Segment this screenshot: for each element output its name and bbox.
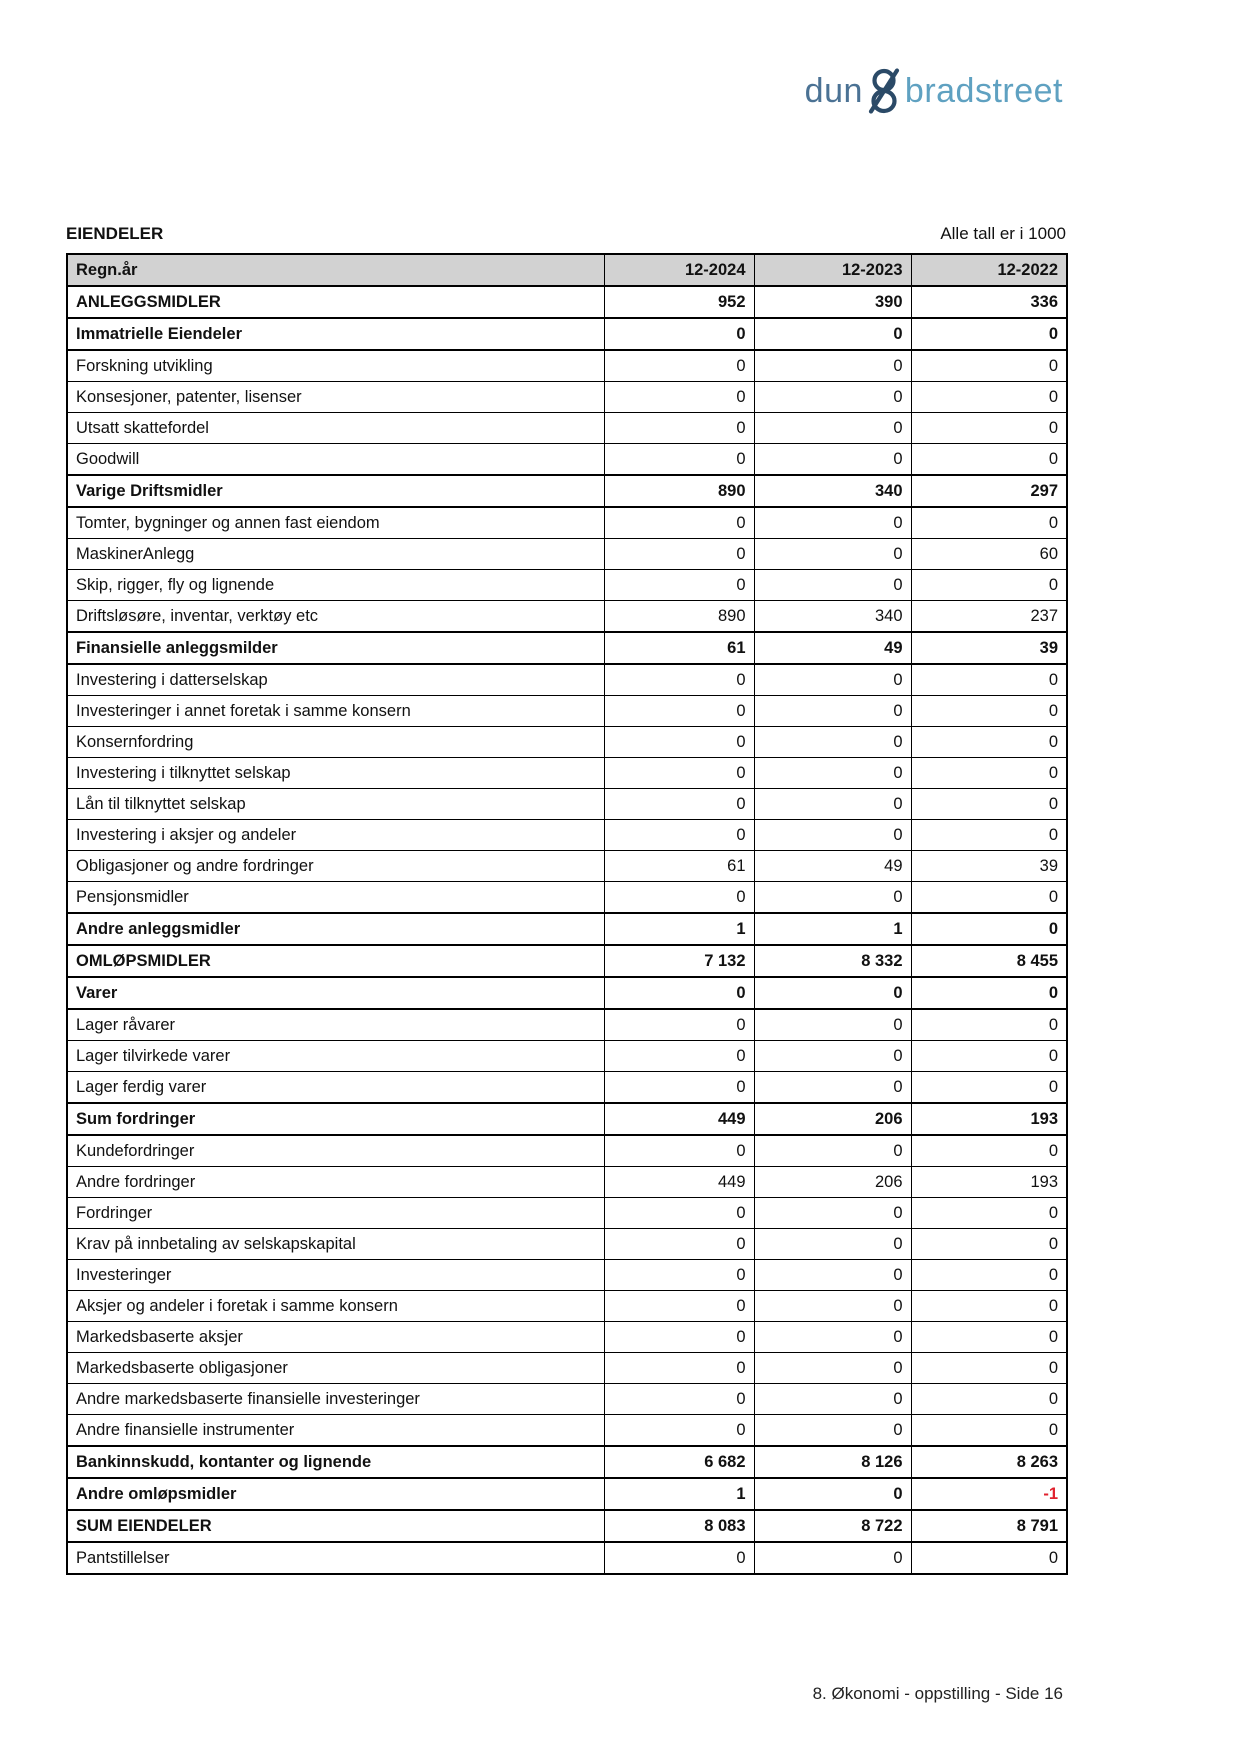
column-header-regnar: Regn.år	[67, 254, 604, 286]
row-value: 340	[754, 475, 911, 507]
table-header-row	[67, 254, 1067, 286]
row-label: Andre fordringer	[67, 1167, 604, 1198]
row-label: Skip, rigger, fly og lignende	[67, 570, 604, 601]
row-value: 890	[604, 475, 754, 507]
row-value: 0	[754, 1384, 911, 1415]
row-value: 0	[911, 1353, 1067, 1384]
row-value: 60	[911, 539, 1067, 570]
row-value: 0	[754, 1260, 911, 1291]
row-value: 206	[754, 1167, 911, 1198]
row-value: 8 126	[754, 1446, 911, 1478]
row-value: 6 682	[604, 1446, 754, 1478]
row-label: Investeringer	[67, 1260, 604, 1291]
row-value: 1	[754, 913, 911, 945]
row-value: 0	[911, 1291, 1067, 1322]
table-row	[67, 539, 1067, 570]
section-title: EIENDELER	[66, 224, 164, 243]
row-label: Pensjonsmidler	[67, 882, 604, 914]
row-value: 0	[754, 977, 911, 1009]
row-value: 0	[911, 1260, 1067, 1291]
row-value: 0	[911, 1229, 1067, 1260]
row-value: 0	[604, 382, 754, 413]
table-row	[67, 1291, 1067, 1322]
row-value: 0	[754, 1072, 911, 1104]
row-value: 0	[911, 696, 1067, 727]
table-row	[67, 820, 1067, 851]
row-value: 0	[911, 382, 1067, 413]
table-row	[67, 1542, 1067, 1574]
row-value: 8 791	[911, 1510, 1067, 1542]
row-value: 0	[911, 977, 1067, 1009]
row-value: 449	[604, 1103, 754, 1135]
row-value: 0	[604, 1353, 754, 1384]
row-value: 0	[604, 1260, 754, 1291]
row-value: 0	[604, 882, 754, 914]
row-value: 0	[754, 507, 911, 539]
row-value: 340	[754, 601, 911, 633]
row-value: 0	[754, 1353, 911, 1384]
row-value: 0	[911, 570, 1067, 601]
row-value: 0	[604, 1542, 754, 1574]
table-row	[67, 1167, 1067, 1198]
row-value: 0	[911, 727, 1067, 758]
row-label: Varer	[67, 977, 604, 1009]
row-value: 0	[754, 727, 911, 758]
row-label: Fordringer	[67, 1198, 604, 1229]
row-value: 61	[604, 632, 754, 664]
row-label: MaskinerAnlegg	[67, 539, 604, 570]
row-label: Finansielle anleggsmilder	[67, 632, 604, 664]
row-value: 0	[911, 1135, 1067, 1167]
row-value: 0	[754, 1478, 911, 1510]
logo-text-bradstreet: bradstreet	[904, 72, 1063, 110]
row-label: Markedsbaserte aksjer	[67, 1322, 604, 1353]
row-value: 0	[911, 413, 1067, 444]
table-row	[67, 286, 1067, 318]
row-value: -1	[911, 1478, 1067, 1510]
row-value: 0	[911, 1542, 1067, 1574]
row-value: 952	[604, 286, 754, 318]
row-label: Lån til tilknyttet selskap	[67, 789, 604, 820]
row-value: 0	[604, 820, 754, 851]
row-value: 297	[911, 475, 1067, 507]
table-row	[67, 1072, 1067, 1104]
row-value: 0	[754, 664, 911, 696]
row-value: 0	[754, 539, 911, 570]
row-value: 0	[911, 1009, 1067, 1041]
row-label: Andre omløpsmidler	[67, 1478, 604, 1510]
row-value: 0	[754, 413, 911, 444]
row-value: 0	[754, 1135, 911, 1167]
table-row	[67, 851, 1067, 882]
row-value: 0	[604, 350, 754, 382]
row-value: 0	[754, 789, 911, 820]
row-label: Investering i aksjer og andeler	[67, 820, 604, 851]
row-value: 0	[604, 507, 754, 539]
row-value: 0	[604, 789, 754, 820]
row-label: Markedsbaserte obligasjoner	[67, 1353, 604, 1384]
table-row	[67, 945, 1067, 977]
row-value: 0	[604, 1198, 754, 1229]
row-value: 0	[911, 444, 1067, 476]
row-label: SUM EIENDELER	[67, 1510, 604, 1542]
row-label: Tomter, bygninger og annen fast eiendom	[67, 507, 604, 539]
units-note: Alle tall er i 1000	[940, 224, 1066, 243]
table-row	[67, 601, 1067, 633]
row-value: 0	[754, 382, 911, 413]
table-row	[67, 758, 1067, 789]
row-value: 0	[754, 1198, 911, 1229]
row-value: 0	[754, 1041, 911, 1072]
row-value: 206	[754, 1103, 911, 1135]
row-value: 0	[911, 1072, 1067, 1104]
row-label: Obligasjoner og andre fordringer	[67, 851, 604, 882]
ampersand-icon	[866, 68, 902, 114]
table-row	[67, 882, 1067, 914]
row-value: 0	[911, 1198, 1067, 1229]
table-row	[67, 913, 1067, 945]
row-label: Lager råvarer	[67, 1009, 604, 1041]
table-row	[67, 1478, 1067, 1510]
row-value: 0	[911, 1384, 1067, 1415]
row-value: 49	[754, 632, 911, 664]
row-label: Konsesjoner, patenter, lisenser	[67, 382, 604, 413]
title-row	[66, 224, 1066, 244]
row-value: 237	[911, 601, 1067, 633]
table-row	[67, 1260, 1067, 1291]
table-row	[67, 696, 1067, 727]
row-label: Utsatt skattefordel	[67, 413, 604, 444]
row-value: 0	[604, 539, 754, 570]
row-value: 49	[754, 851, 911, 882]
row-label: Aksjer og andeler i foretak i samme konsern	[67, 1291, 604, 1322]
row-value: 390	[754, 286, 911, 318]
row-value: 0	[754, 820, 911, 851]
dun-bradstreet-logo	[805, 68, 1063, 114]
table-row	[67, 1510, 1067, 1542]
row-value: 8 083	[604, 1510, 754, 1542]
row-value: 0	[754, 1229, 911, 1260]
row-value: 0	[604, 1009, 754, 1041]
row-value: 39	[911, 851, 1067, 882]
row-value: 39	[911, 632, 1067, 664]
row-value: 0	[911, 1041, 1067, 1072]
row-value: 8 722	[754, 1510, 911, 1542]
row-label: Andre finansielle instrumenter	[67, 1415, 604, 1447]
row-value: 0	[754, 1009, 911, 1041]
table-row	[67, 444, 1067, 476]
logo-text-dun: dun	[804, 72, 863, 110]
row-label: Andre anleggsmidler	[67, 913, 604, 945]
table-row	[67, 977, 1067, 1009]
row-value: 0	[604, 1291, 754, 1322]
row-value: 1	[604, 1478, 754, 1510]
row-value: 0	[911, 318, 1067, 350]
row-label: Immatrielle Eiendeler	[67, 318, 604, 350]
row-label: Andre markedsbaserte finansielle investeringer	[67, 1384, 604, 1415]
row-label: Konsernfordring	[67, 727, 604, 758]
row-value: 0	[754, 350, 911, 382]
table-row	[67, 475, 1067, 507]
table-row	[67, 1415, 1067, 1447]
row-value: 0	[911, 913, 1067, 945]
table-row	[67, 1103, 1067, 1135]
row-label: Investering i tilknyttet selskap	[67, 758, 604, 789]
row-value: 0	[754, 696, 911, 727]
row-value: 0	[911, 1415, 1067, 1447]
row-value: 0	[754, 882, 911, 914]
table-row	[67, 1009, 1067, 1041]
row-value: 0	[604, 570, 754, 601]
row-value: 8 263	[911, 1446, 1067, 1478]
row-value: 0	[754, 570, 911, 601]
row-value: 0	[604, 727, 754, 758]
table-row	[67, 664, 1067, 696]
table-row	[67, 789, 1067, 820]
row-label: Varige Driftsmidler	[67, 475, 604, 507]
row-label: Kundefordringer	[67, 1135, 604, 1167]
row-value: 0	[604, 318, 754, 350]
table-row	[67, 1322, 1067, 1353]
row-value: 193	[911, 1167, 1067, 1198]
table-row	[67, 413, 1067, 444]
row-label: Krav på innbetaling av selskapskapital	[67, 1229, 604, 1260]
row-value: 0	[911, 789, 1067, 820]
table-row	[67, 1446, 1067, 1478]
table-row	[67, 570, 1067, 601]
row-label: Bankinnskudd, kontanter og lignende	[67, 1446, 604, 1478]
row-value: 0	[754, 1415, 911, 1447]
row-value: 0	[604, 758, 754, 789]
table-row	[67, 1041, 1067, 1072]
table-row	[67, 350, 1067, 382]
table-row	[67, 507, 1067, 539]
row-label: Lager ferdig varer	[67, 1072, 604, 1104]
table-row	[67, 1229, 1067, 1260]
balance-sheet-table	[66, 253, 1068, 1575]
row-value: 0	[754, 1322, 911, 1353]
row-value: 0	[911, 820, 1067, 851]
row-value: 0	[754, 1291, 911, 1322]
row-value: 0	[604, 1229, 754, 1260]
row-value: 0	[911, 758, 1067, 789]
row-value: 0	[911, 507, 1067, 539]
row-label: Investering i datterselskap	[67, 664, 604, 696]
row-value: 7 132	[604, 945, 754, 977]
row-label: Pantstillelser	[67, 1542, 604, 1574]
row-value: 0	[754, 758, 911, 789]
row-value: 0	[604, 1041, 754, 1072]
table-row	[67, 382, 1067, 413]
row-value: 1	[604, 913, 754, 945]
row-label: Forskning utvikling	[67, 350, 604, 382]
row-value: 0	[604, 664, 754, 696]
row-value: 0	[604, 1135, 754, 1167]
row-value: 0	[604, 977, 754, 1009]
row-value: 0	[604, 1384, 754, 1415]
row-value: 0	[604, 696, 754, 727]
row-value: 0	[754, 444, 911, 476]
row-value: 0	[911, 664, 1067, 696]
table-row	[67, 727, 1067, 758]
table-row	[67, 1198, 1067, 1229]
row-value: 0	[604, 1415, 754, 1447]
row-value: 0	[604, 413, 754, 444]
row-label: Lager tilvirkede varer	[67, 1041, 604, 1072]
row-value: 0	[604, 444, 754, 476]
row-value: 61	[604, 851, 754, 882]
column-header-12-2022: 12-2022	[911, 254, 1067, 286]
row-value: 449	[604, 1167, 754, 1198]
row-value: 8 332	[754, 945, 911, 977]
row-label: Investeringer i annet foretak i samme konsern	[67, 696, 604, 727]
column-header-12-2023: 12-2023	[754, 254, 911, 286]
page-footer: 8. Økonomi - oppstilling - Side 16	[812, 1684, 1063, 1703]
table-row	[67, 1135, 1067, 1167]
row-value: 0	[911, 1322, 1067, 1353]
row-value: 0	[604, 1322, 754, 1353]
row-value: 890	[604, 601, 754, 633]
row-label: Driftsløsøre, inventar, verktøy etc	[67, 601, 604, 633]
row-label: OMLØPSMIDLER	[67, 945, 604, 977]
table-row	[67, 318, 1067, 350]
column-header-12-2024: 12-2024	[604, 254, 754, 286]
row-label: Sum fordringer	[67, 1103, 604, 1135]
row-value: 0	[911, 882, 1067, 914]
row-value: 0	[754, 1542, 911, 1574]
row-label: ANLEGGSMIDLER	[67, 286, 604, 318]
table-row	[67, 1384, 1067, 1415]
row-value: 0	[604, 1072, 754, 1104]
table-row	[67, 632, 1067, 664]
row-value: 8 455	[911, 945, 1067, 977]
table-row	[67, 1353, 1067, 1384]
row-value: 336	[911, 286, 1067, 318]
row-value: 0	[911, 350, 1067, 382]
row-value: 0	[754, 318, 911, 350]
row-label: Goodwill	[67, 444, 604, 476]
row-value: 193	[911, 1103, 1067, 1135]
